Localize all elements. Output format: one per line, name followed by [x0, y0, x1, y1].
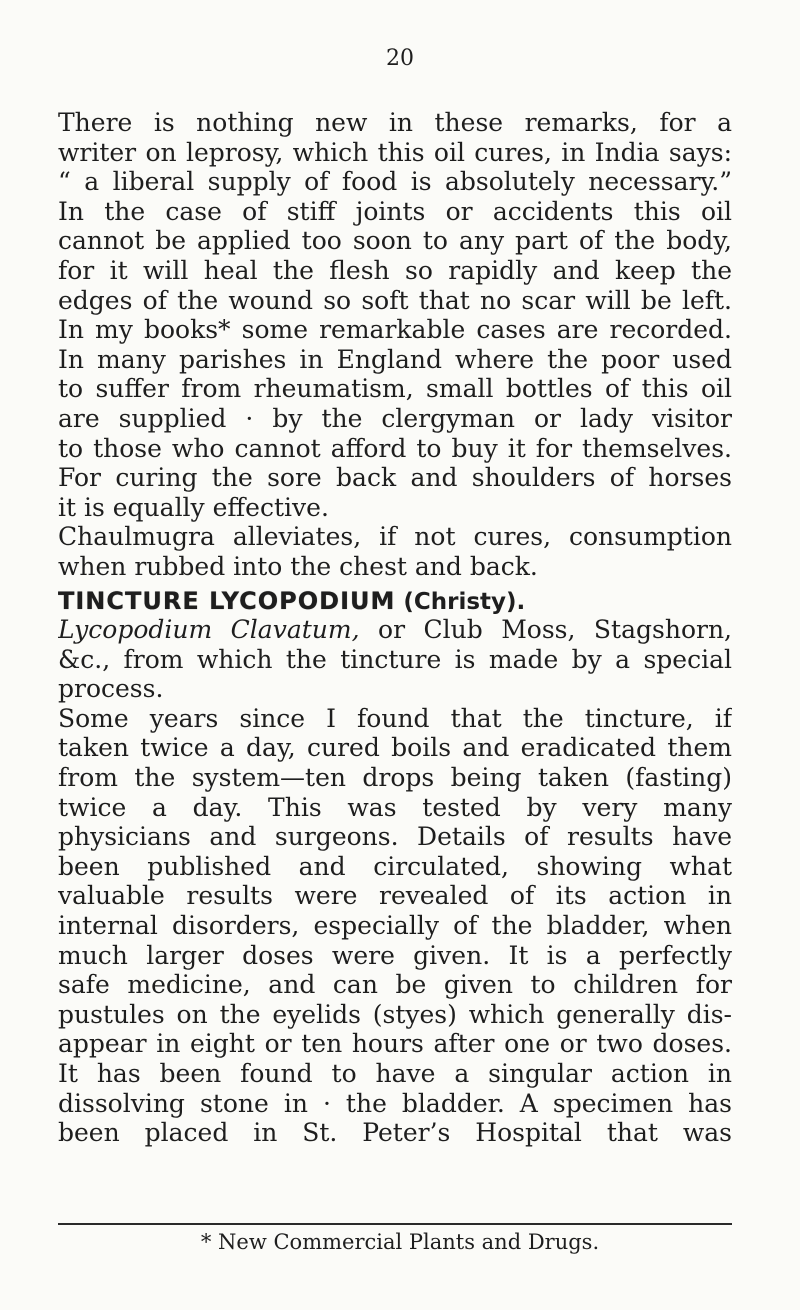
text-span: or Club Moss, Stagshorn, — [359, 615, 732, 645]
text-line: taken twice a day, cured boils and eradicated them — [58, 733, 732, 763]
text-line: valuable results were revealed of its action in — [58, 881, 732, 911]
text-line: twice a day. This was tested by very many — [58, 792, 732, 822]
text-line: For curing the sore back and shoulders of horses — [58, 463, 732, 493]
section-heading-title: TINCTURE LYCOPODIUM — [58, 586, 396, 615]
text-line: been published and circulated, showing what — [58, 851, 732, 881]
text-line — [58, 615, 732, 645]
text-line: to those who cannot afford to buy it for themselves. — [58, 433, 732, 463]
text-line: “ a liberal supply of food is absolutely necessary.” — [58, 167, 732, 197]
text-line: In my books* some remarkable cases are recorded. — [58, 315, 732, 345]
text-line: physicians and surgeons. Details of results have — [58, 822, 732, 852]
text-line: appear in eight or ten hours after one or two doses. — [58, 1029, 732, 1059]
text-line: safe medicine, and can be given to children for — [58, 970, 732, 1000]
section-heading — [58, 586, 732, 616]
text-line: pustules on the eyelids (styes) which generally dis- — [58, 999, 732, 1029]
text-line: much larger doses were given. It is a perfectly — [58, 940, 732, 970]
text-line: There is nothing new in these remarks, for a — [58, 108, 732, 137]
text-line: In the case of stiff joints or accidents this oil — [58, 196, 732, 226]
text-line: process. — [58, 674, 164, 704]
text-line: Chaulmugra alleviates, if not cures, consumption — [58, 522, 732, 552]
text-line: dissolving stone in · the bladder. A specimen has — [58, 1088, 732, 1118]
text-line: internal disorders, especially of the bladder, when — [58, 911, 732, 941]
section-heading-subtitle: (Christy). — [403, 588, 526, 615]
text-line: been placed in St. Peter’s Hospital that was — [58, 1118, 732, 1148]
page-number: 20 — [386, 46, 414, 71]
text-line: when rubbed into the chest and back. — [58, 551, 538, 581]
latin-name: Lycopodium Clavatum, — [58, 615, 360, 645]
text-line: it is equally effective. — [58, 492, 329, 522]
text-line: In many parishes in England where the poor used — [58, 344, 732, 374]
text-line: cannot be applied too soon to any part of the body, — [58, 226, 732, 256]
text-line: to suffer from rheumatism, small bottles of this oil — [58, 374, 732, 404]
text-line: from the system—ten drops being taken (fasting) — [58, 763, 732, 793]
text-line: edges of the wound so soft that no scar will be left. — [58, 285, 732, 315]
text-line: Some years since I found that the tincture, if — [58, 703, 732, 733]
text-line: are supplied · by the clergyman or lady visitor — [58, 403, 732, 433]
text-line: writer on leprosy, which this oil cures, in India says: — [58, 137, 732, 167]
text-line: for it will heal the flesh so rapidly and keep the — [58, 255, 732, 285]
footnote-divider — [58, 1223, 732, 1225]
body-text — [58, 108, 732, 1148]
text-line: It has been found to have a singular action in — [58, 1059, 732, 1088]
text-line: &c., from which the tincture is made by a special — [58, 644, 732, 674]
footnote: * New Commercial Plants and Drugs. — [200, 1230, 600, 1254]
